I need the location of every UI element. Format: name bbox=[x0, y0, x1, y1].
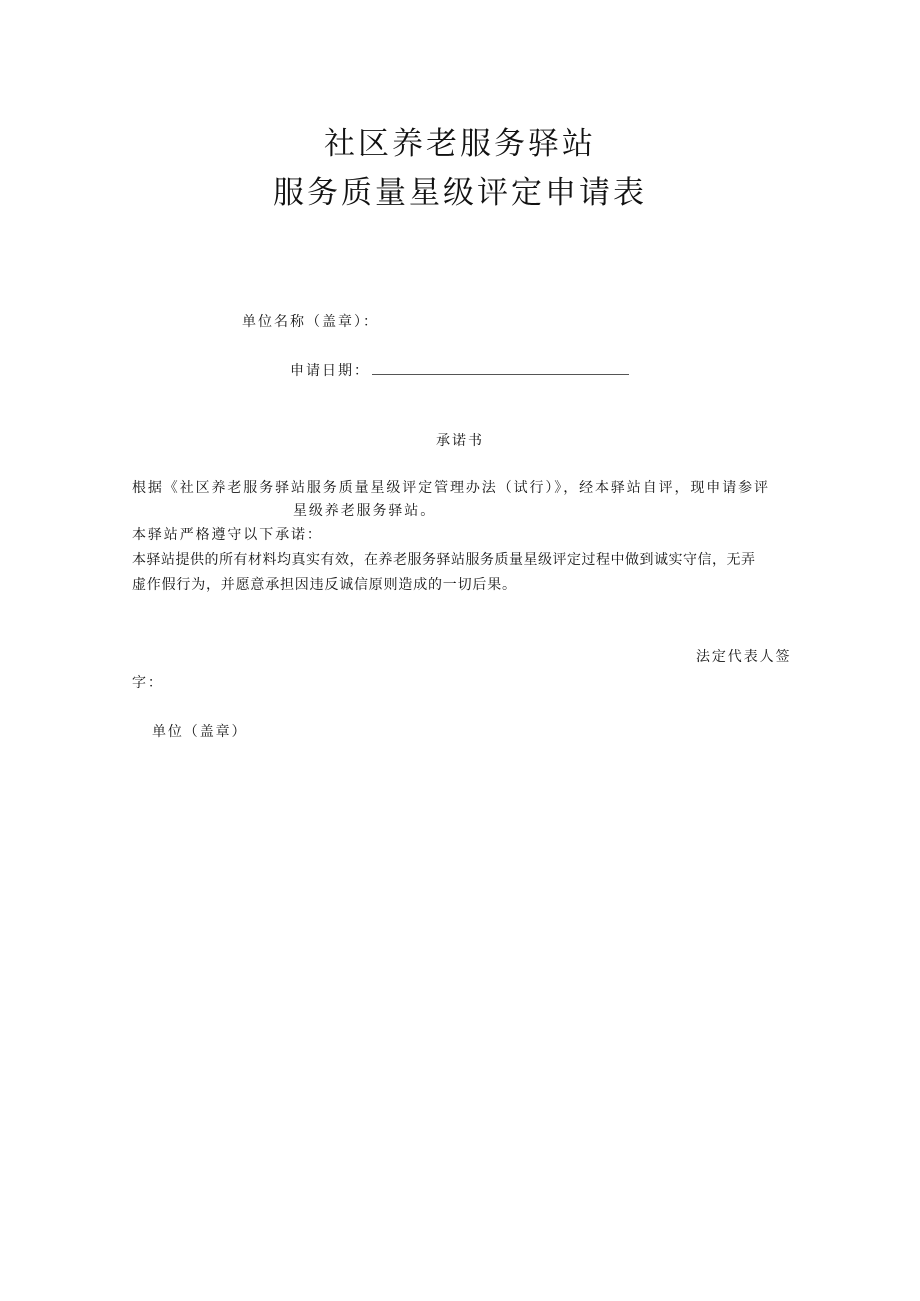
document-title-line-2: 服务质量星级评定申请表 bbox=[273, 175, 647, 211]
commitment-paragraph-3-line-2: 虚作假行为，并愿意承担因违反诚信原则造成的一切后果。 bbox=[132, 577, 517, 593]
commitment-paragraph-3-line-1: 本驿站提供的所有材料均真实有效，在养老服务驿站服务质量星级评定过程中做到诚实守信，无弄 bbox=[132, 552, 756, 568]
commitment-paragraph-1-line-1: 根据《社区养老服务驿站服务质量星级评定管理办法（试行）》，经本驿站自评，现申请参评 bbox=[132, 480, 770, 496]
apply-date-label: 申请日期： bbox=[290, 363, 370, 379]
commitment-heading: 承诺书 bbox=[436, 433, 484, 449]
apply-date-underline bbox=[372, 374, 629, 375]
commitment-paragraph-2: 本驿站严格遵守以下承诺： bbox=[132, 527, 323, 543]
commitment-paragraph-1-line-2: 星级养老服务驿站。 bbox=[293, 503, 437, 519]
unit-seal-label: 单位（盖章） bbox=[152, 724, 248, 740]
legal-representative-signature-label: 法定代表人签 bbox=[696, 649, 792, 665]
document-title-line-1: 社区养老服务驿站 bbox=[324, 126, 596, 162]
legal-representative-signature-label-continued: 字： bbox=[132, 675, 164, 691]
unit-name-label: 单位名称（盖章）： bbox=[242, 314, 379, 330]
